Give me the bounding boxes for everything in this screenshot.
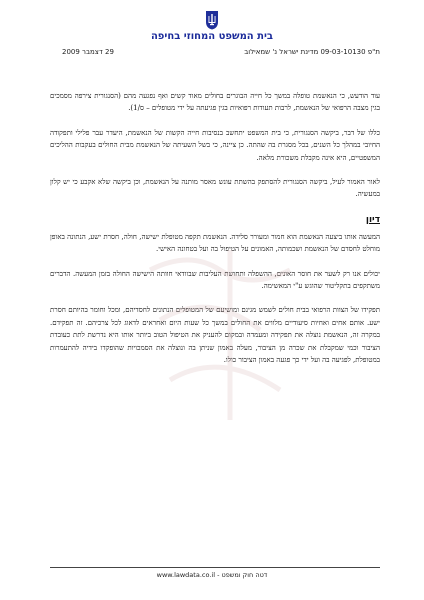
paragraph: יכולים אנו רק לשער את חוסר האונים, ההשפלה ותחושת העליבות שבוודאי חוותה הישישה החולה בזמן המעשה. הדברים משתקפים בתקליטור שהוגש ע"י המאשימה. [50, 269, 380, 291]
footer-divider [50, 567, 380, 568]
paragraph: תפקידו של הצוות הרפואי בבית חולים לשמש מגינם ומושיעם של המטופלים הנתונים לחסדיהם, ומכל וחומר בהיותם חסרת ישע. אותם אחים ואחיות סיעודיים מלווים את החולים במשך כל שעות היום ואחראים לדאוג לכל צרכיהם. זה תפקידם. במקרה זה, הנאשמת נוצלה את תפקידה ומעמדה ובמקום להעניק את הטיפול הטוב ביותר אותו היא נדרשת לתת כעובדת הציבור וכמי שמקבלת את שכרה מן הציבור, מעלה באמון שניתן בה ונוצלה את הסמכויות שהופקדו בידיה להתעמרות במטופלת, לפגיעה בה ועל ידי כך פגעה באמון הציבור כולו. [50, 306, 380, 365]
paragraph: המעשה אותו ביצעה הנאשמת הוא חמור ומעורר סלידה. הנאשמת תקפה מטופלת ישישה, חולה, חסרת ישע, הנתונה באופן מוחלט לחסדם של הנאשמת ושכמותה, האמונים על הטיפול בה ועל בטחונה האישי. [50, 232, 380, 254]
document-body [50, 90, 380, 379]
paragraph: כללו של דבר, ביקשה הסנגורית, כי בית המשפט יתחשב בנסיבות חייה הקשות של הנאשמת, היעדר עבר פלילי ותפקודה החיובי במהלך כל השנים, בכל מסגרת בה שהתה. כן ציינה, כי בשל השעיתה של הנאשמת מבית החולים בעקבות ההליכים המשפטיים, היא אינה מקבלת משכורת מלאה. [50, 128, 380, 162]
paragraph: עוד הודעש, כי הנאשמת טופלה במשך כל חייה הבוגרים בחולים מאוד קשים ואף נפגעה מהם (הסנגורית צירפה מסמכים בגין מצבה הרפואי של הנאשמת, לרבות תעודות רפואיות בגין פגיעתה על ידי מטופלים – ס/1). [50, 92, 380, 113]
footer-source: דטה חוק ומשפט - www.lawdata.co.il [156, 571, 268, 579]
document-date: 29 דצמבר 2009 [62, 48, 114, 56]
case-number: ת"פ 09-03-10130 מדינת ישראל נ' שמאילוב [244, 48, 380, 56]
court-name: בית המשפט המחוזי בחיפה [150, 31, 274, 42]
paragraph: לאור האמור לעיל, ביקשה הסנגורית להסתפק בהשתת עונש מאסר מותנה על הנאשמת, וכן ביקשה שלא אקבע כי יש קלון במעשיה. [50, 178, 380, 199]
case-meta [50, 48, 380, 62]
state-emblem-icon [203, 10, 221, 30]
section-heading-discussion: דיון [365, 214, 380, 225]
